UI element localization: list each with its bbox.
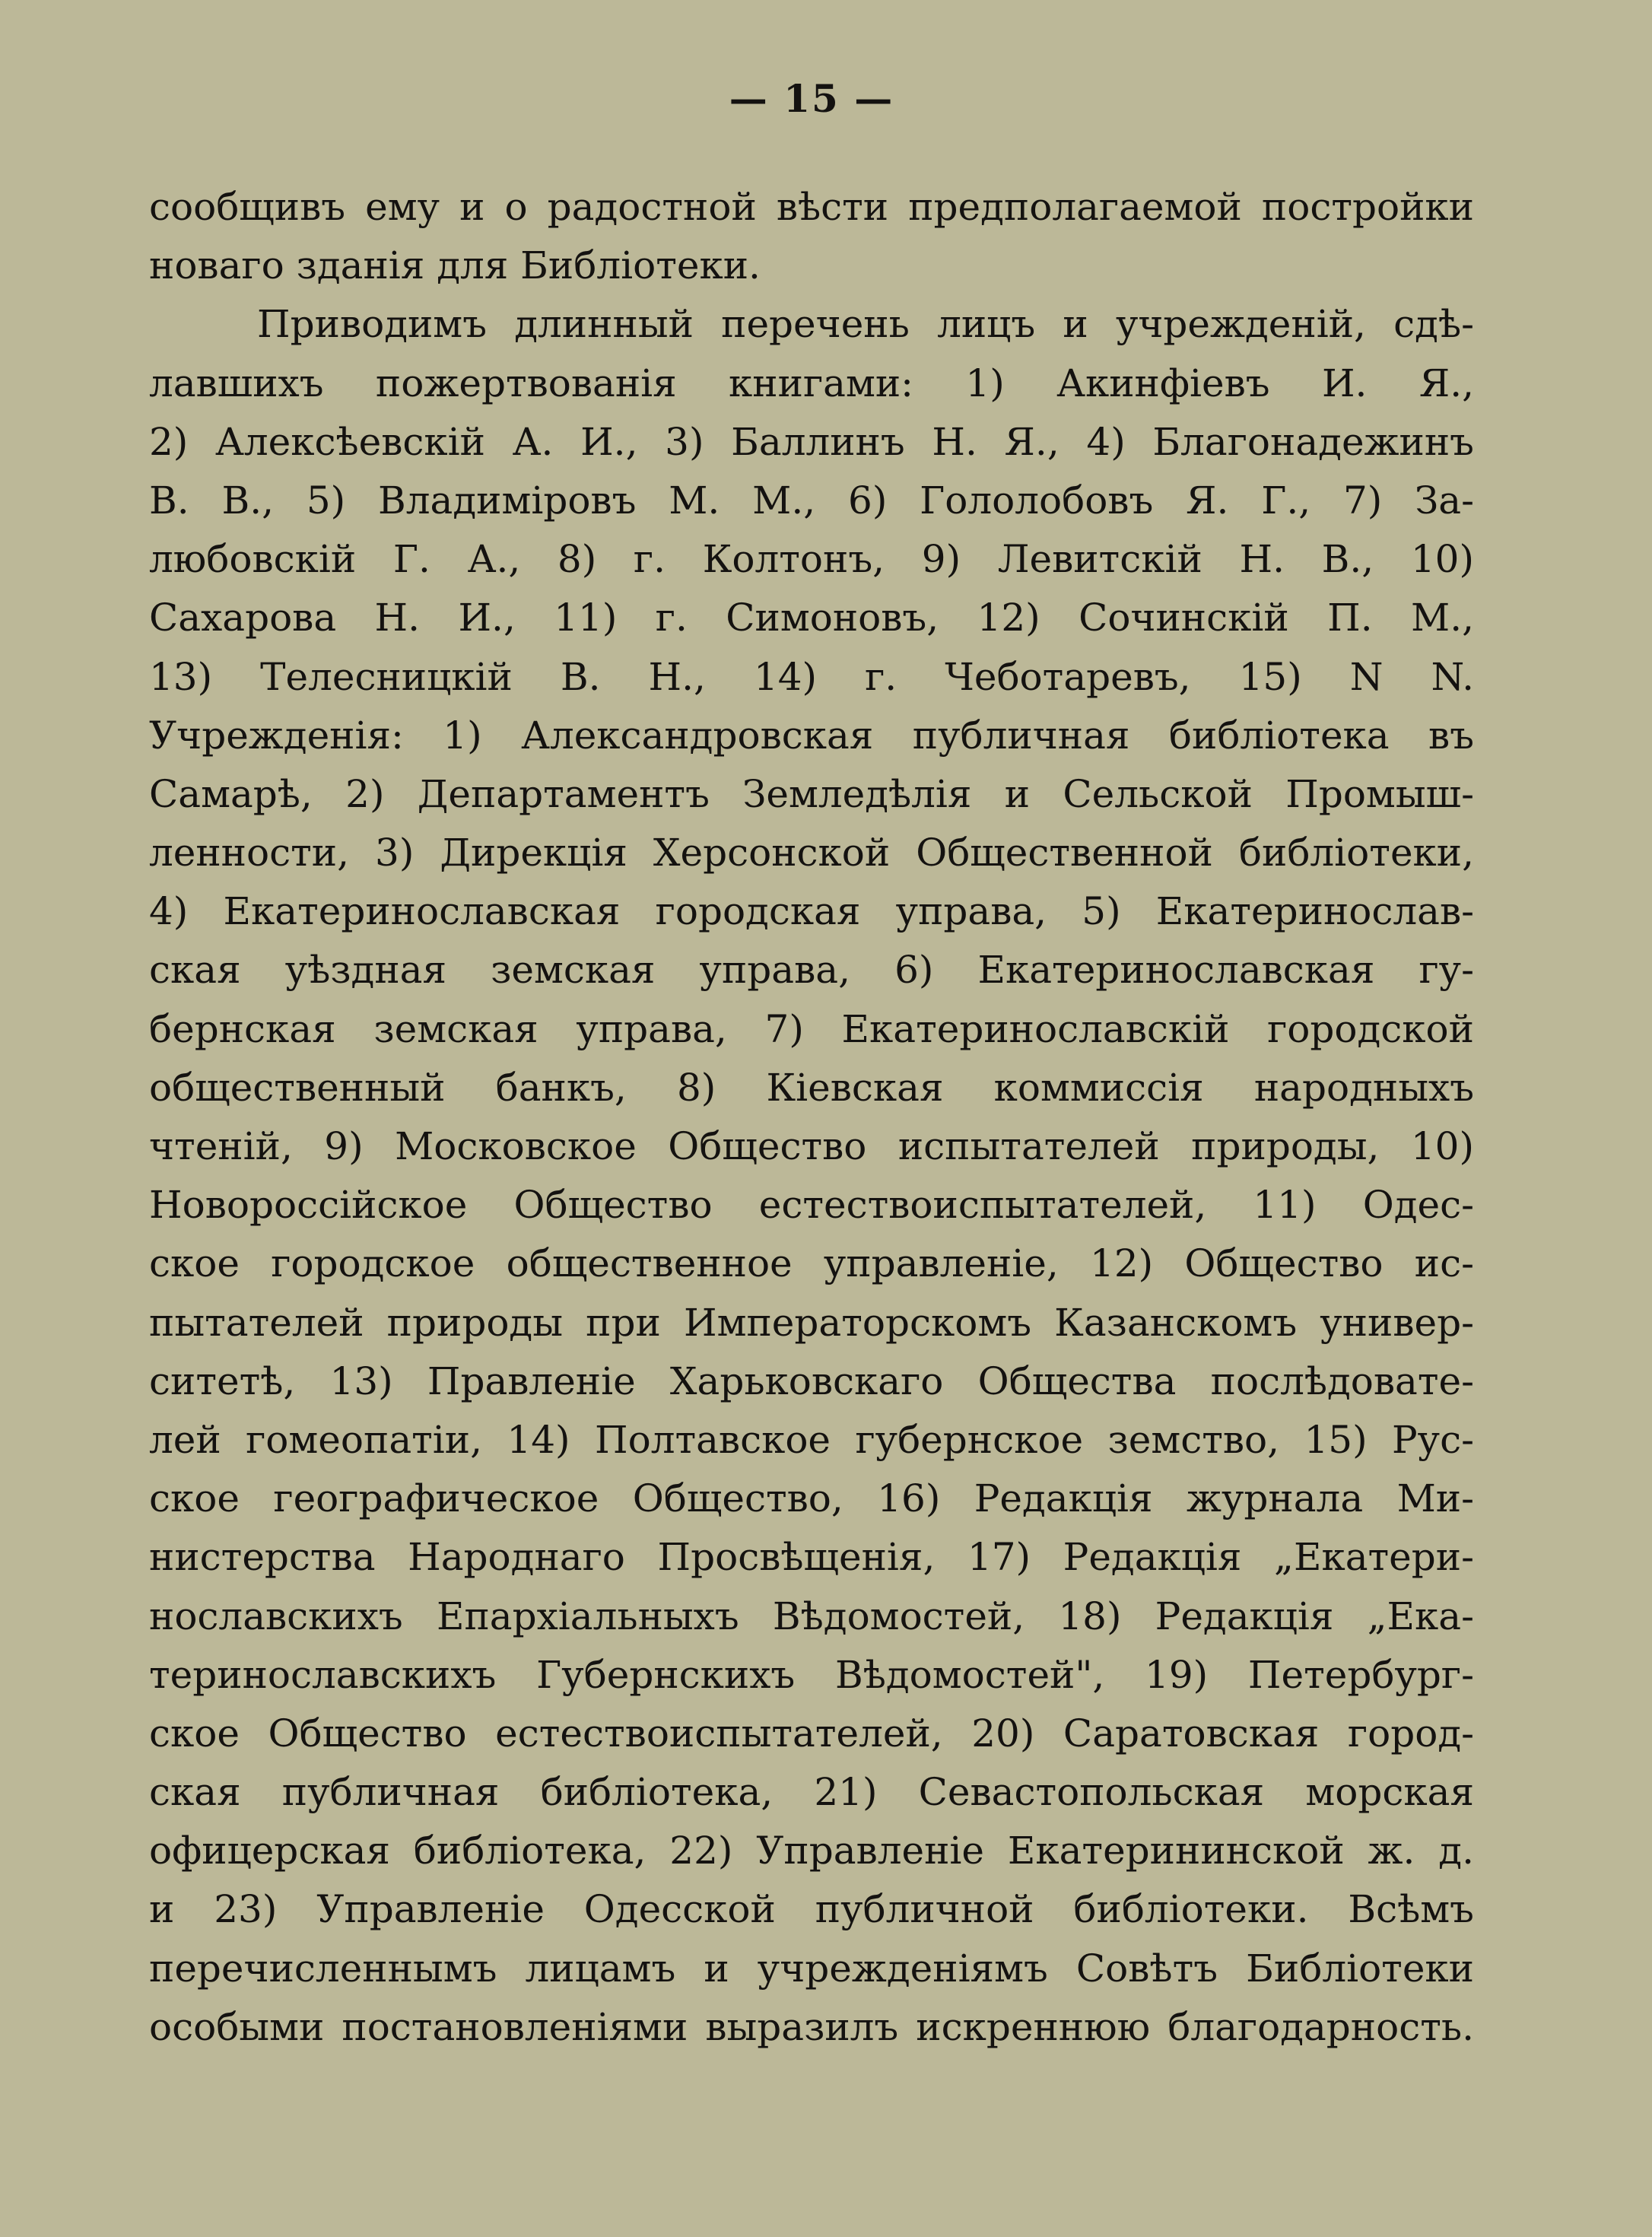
text-line: ская уѣздная земская управа, 6) Екатеринославская гу- [149, 948, 1474, 993]
text-line: 4) Екатеринославская городская управа, 5) Екатеринослав- [149, 889, 1474, 934]
text-line: новаго зданія для Библіотеки. [149, 243, 761, 288]
page-number: — 15 — [729, 76, 894, 121]
text-line: и 23) Управленіе Одесской публичной библіотеки. Всѣмъ [149, 1887, 1474, 1932]
text-line: Сахарова Н. И., 11) г. Симоновъ, 12) Сочинскій П. М., [149, 596, 1474, 640]
text-line: Самарѣ, 2) Департаментъ Земледѣлія и Сельской Промыш- [149, 771, 1474, 816]
text-line: 13) Телесницкій В. Н., 14) г. Чеботаревъ, 15) N N. [149, 654, 1474, 699]
text-line: лей гомеопатіи, 14) Полтавское губернское земство, 15) Рус- [149, 1417, 1474, 1462]
text-line: Учрежденія: 1) Александровская публичная библіотека въ [149, 713, 1474, 758]
text-line: Приводимъ длинный перечень лицъ и учрежденій, сдѣ- [257, 302, 1474, 347]
body-text [149, 178, 1474, 2057]
text-line: офицерская библіотека, 22) Управленіе Екатерининской ж. д. [149, 1829, 1474, 1873]
text-line: ское городское общественное управленіе, 12) Общество ис- [149, 1241, 1474, 1286]
text-line: перечисленнымъ лицамъ и учрежденіямъ Совѣтъ Библіотеки [149, 1946, 1474, 1991]
text-line: любовскій Г. А., 8) г. Колтонъ, 9) Левитскій Н. В., 10) [149, 537, 1474, 582]
text-line: чтеній, 9) Московское Общество испытателей природы, 10) [149, 1124, 1474, 1168]
text-line: ленности, 3) Дирекція Херсонской Общественной библіотеки, [149, 831, 1474, 875]
text-line: лавшихъ пожертвованія книгами: 1) Акинфіевъ И. Я., [149, 361, 1474, 405]
text-line: Новороссійское Общество естествоиспытателей, 11) Одес- [149, 1183, 1474, 1228]
text-line: сообщивъ ему и о радостной вѣсти предполагаемой постройки [149, 185, 1474, 229]
text-line: особыми постановленіями выразилъ искреннюю благодарность. [149, 2004, 1474, 2049]
text-line: общественный банкъ, 8) Кіевская коммиссія народныхъ [149, 1065, 1474, 1110]
text-line: ское географическое Общество, 16) Редакція журнала Ми- [149, 1476, 1474, 1521]
text-line: ситетѣ, 13) Правленіе Харьковскаго Общества послѣдовате- [149, 1358, 1474, 1403]
text-line: пытателей природы при Императорскомъ Казанскомъ универ- [149, 1300, 1474, 1345]
text-line: 2) Алексѣевскій А. И., 3) Баллинъ Н. Я., 4) Благонадежинъ [149, 419, 1474, 464]
text-line: нославскихъ Епархіальныхъ Вѣдомостей, 18) Редакція „Ека- [149, 1594, 1474, 1638]
text-line: бернская земская управа, 7) Екатеринославскій городской [149, 1006, 1474, 1051]
text-line: нистерства Народнаго Просвѣщенія, 17) Редакція „Екатери- [149, 1535, 1474, 1580]
paragraph-2 [149, 295, 1474, 2057]
paragraph-1 [149, 178, 1474, 295]
text-line: ская публичная библіотека, 21) Севастопольская морская [149, 1770, 1474, 1815]
text-line: В. В., 5) Владиміровъ М. М., 6) Гололобовъ Я. Г., 7) За- [149, 478, 1474, 523]
text-line: ское Общество естествоиспытателей, 20) Саратовская город- [149, 1711, 1474, 1756]
text-line: теринославскихъ Губернскихъ Вѣдомостей", 19) Петербург- [149, 1652, 1474, 1697]
